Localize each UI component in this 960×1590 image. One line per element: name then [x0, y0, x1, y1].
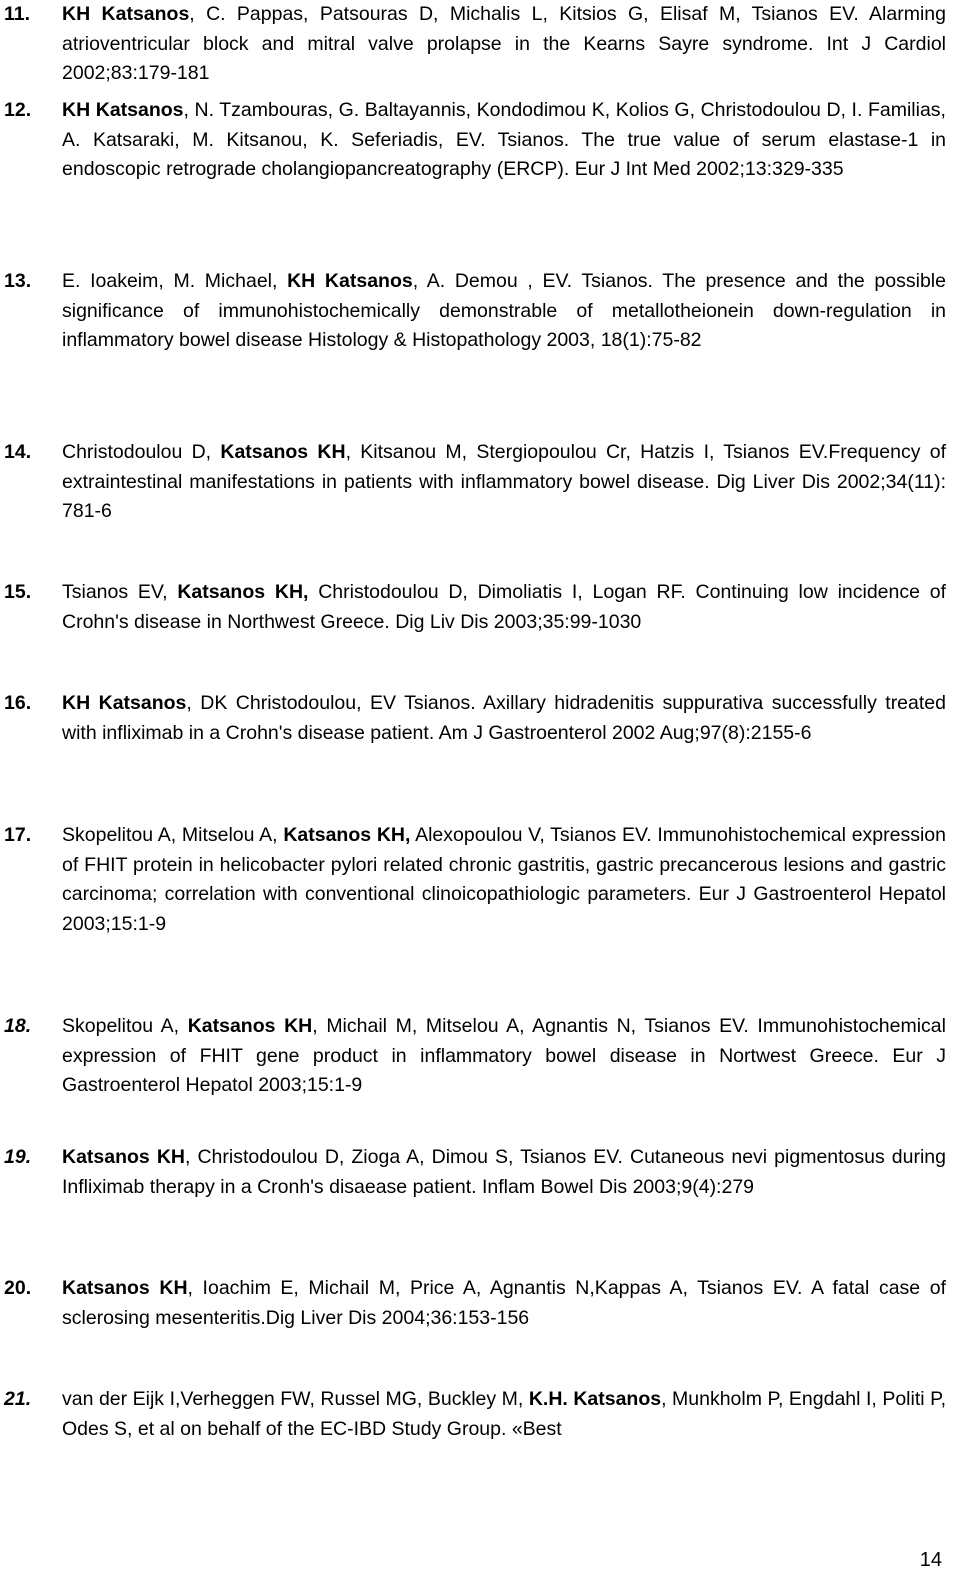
- author-highlight: KH Katsanos: [287, 270, 413, 292]
- reference-number: 15.: [4, 581, 32, 603]
- reference-segment: van der Eijk I,Verheggen FW, Russel MG, Buckley M,: [62, 1388, 529, 1410]
- author-highlight: Katsanos KH: [187, 1015, 313, 1037]
- reference-segment: , Ioachim E, Michail M, Price A, Agnantis N,Kappas A, Tsianos EV. A fatal case of sclerosing mesenteritis.Dig Liver Dis 2004;36:153-156: [62, 1277, 946, 1329]
- reference-item: [0, 438, 960, 527]
- reference-item: [0, 578, 960, 637]
- reference-item: [0, 0, 960, 89]
- reference-segment: , Kitsanou M, Stergiopoulou Cr, Hatzis I, Tsianos EV.Frequency of extraintestinal manifestations in patients with inflammatory bowel disease. Dig Liver Dis 2002;34(11): 781-6: [62, 441, 946, 522]
- reference-item: [0, 821, 960, 939]
- reference-item: [0, 267, 960, 356]
- reference-text: [62, 0, 946, 89]
- reference-text: [62, 821, 946, 939]
- reference-segment: , C. Pappas, Patsouras D, Michalis L, Kitsios G, Elisaf M, Tsianos EV. Alarming atrioventricular block and mitral valve prolapse in the Kearns Sayre syndrome. Int J Cardiol 2002;83:179-181: [62, 3, 946, 84]
- reference-item: [0, 96, 960, 185]
- reference-item: [0, 689, 960, 748]
- reference-number: 17.: [4, 824, 32, 846]
- reference-text: [62, 578, 946, 637]
- reference-segment: Tsianos EV,: [62, 581, 178, 603]
- reference-segment: , DK Christodoulou, EV Tsianos. Axillary hidradenitis suppurativa successfully treated with infliximab in a Crohn's disease patient. Am J Gastroenterol 2002 Aug;97(8):2155-6: [62, 692, 946, 744]
- reference-item: [0, 1012, 960, 1101]
- reference-segment: Christodoulou D,: [62, 441, 221, 463]
- reference-text: [62, 267, 946, 356]
- author-highlight: K.H. Katsanos: [528, 1388, 662, 1410]
- reference-item: [0, 1274, 960, 1333]
- reference-segment: Christodoulou D, Dimoliatis I, Logan RF. Continuing low incidence of Crohn's disease in Northwest Greece. Dig Liv Dis 2003;35:99-1030: [62, 581, 946, 633]
- reference-text: [62, 1012, 946, 1101]
- reference-number: 12.: [4, 99, 32, 121]
- reference-item: [0, 1385, 960, 1444]
- author-highlight: Katsanos KH,: [177, 581, 309, 603]
- author-highlight: KH Katsanos: [62, 99, 184, 121]
- reference-segment: Skopelitou A,: [62, 1015, 188, 1037]
- reference-text: [62, 1143, 946, 1202]
- reference-number: 20.: [4, 1277, 32, 1299]
- reference-number: 16.: [4, 692, 32, 714]
- reference-segment: Alexopoulou V, Tsianos EV. Immunohistochemical expression of FHIT protein in helicobacter pylori related chronic gastritis, gastric precancerous lesions and gastric carcinoma; correlation with conventional clinoicopathiologic parameters. Eur J Gastroenterol Hepatol 2003;15:1-9: [62, 824, 947, 935]
- author-highlight: KH Katsanos: [62, 692, 187, 714]
- author-highlight: Katsanos KH: [62, 1146, 185, 1168]
- reference-segment: , N. Tzambouras, G. Baltayannis, Kondodimou K, Kolios G, Christodoulou D, I. Familias, A. Katsaraki, M. Kitsanou, K. Seferiadis, EV. Tsianos. The true value of serum elastase-1 in endoscopic retrograde cholangiopancreatography (ERCP). Eur J Int Med 2002;13:329-335: [62, 99, 946, 180]
- reference-segment: , Christodoulou D, Zioga A, Dimou S, Tsianos EV. Cutaneous nevi pigmentosus during Infliximab therapy in a Cronh's disaease patient. Inflam Bowel Dis 2003;9(4):279: [62, 1146, 946, 1198]
- reference-segment: , Munkholm P, Engdahl I, Politi P, Odes S, et al on behalf of the EC-IBD Study Group. «Best: [62, 1388, 947, 1440]
- reference-item: [0, 1143, 960, 1202]
- page-number: 14: [919, 1549, 942, 1571]
- reference-segment: , A. Demou , EV. Tsianos. The presence and the possible significance of immunohistochemically demonstrable of metallotheionein down-regulation in inflammatory bowel disease Histology & Histopathology 2003, 18(1):75-82: [62, 270, 946, 351]
- reference-number: 18.: [4, 1015, 32, 1037]
- reference-text: [62, 96, 946, 185]
- author-highlight: KH Katsanos: [62, 3, 190, 25]
- reference-text: [62, 1274, 946, 1333]
- author-highlight: Katsanos KH: [62, 1277, 188, 1299]
- reference-segment: , Michail M, Mitselou A, Agnantis N, Tsianos EV. Immunohistochemical expression of FHIT gene product in inflammatory bowel disease in Nortwest Greece. Eur J Gastroenterol Hepatol 2003;15:1-9: [62, 1015, 946, 1096]
- reference-number: 19.: [4, 1146, 32, 1168]
- reference-text: [62, 689, 946, 748]
- reference-number: 11.: [4, 3, 31, 25]
- reference-number: 14.: [4, 441, 32, 463]
- reference-text: [62, 438, 946, 527]
- reference-segment: E. Ioakeim, M. Michael,: [62, 270, 288, 292]
- author-highlight: Katsanos KH: [220, 441, 346, 463]
- author-highlight: Katsanos KH,: [283, 824, 411, 846]
- reference-number: 13.: [4, 270, 32, 292]
- reference-number: 21.: [4, 1388, 32, 1410]
- reference-text: [62, 1385, 946, 1444]
- reference-segment: Skopelitou A, Mitselou A,: [62, 824, 284, 846]
